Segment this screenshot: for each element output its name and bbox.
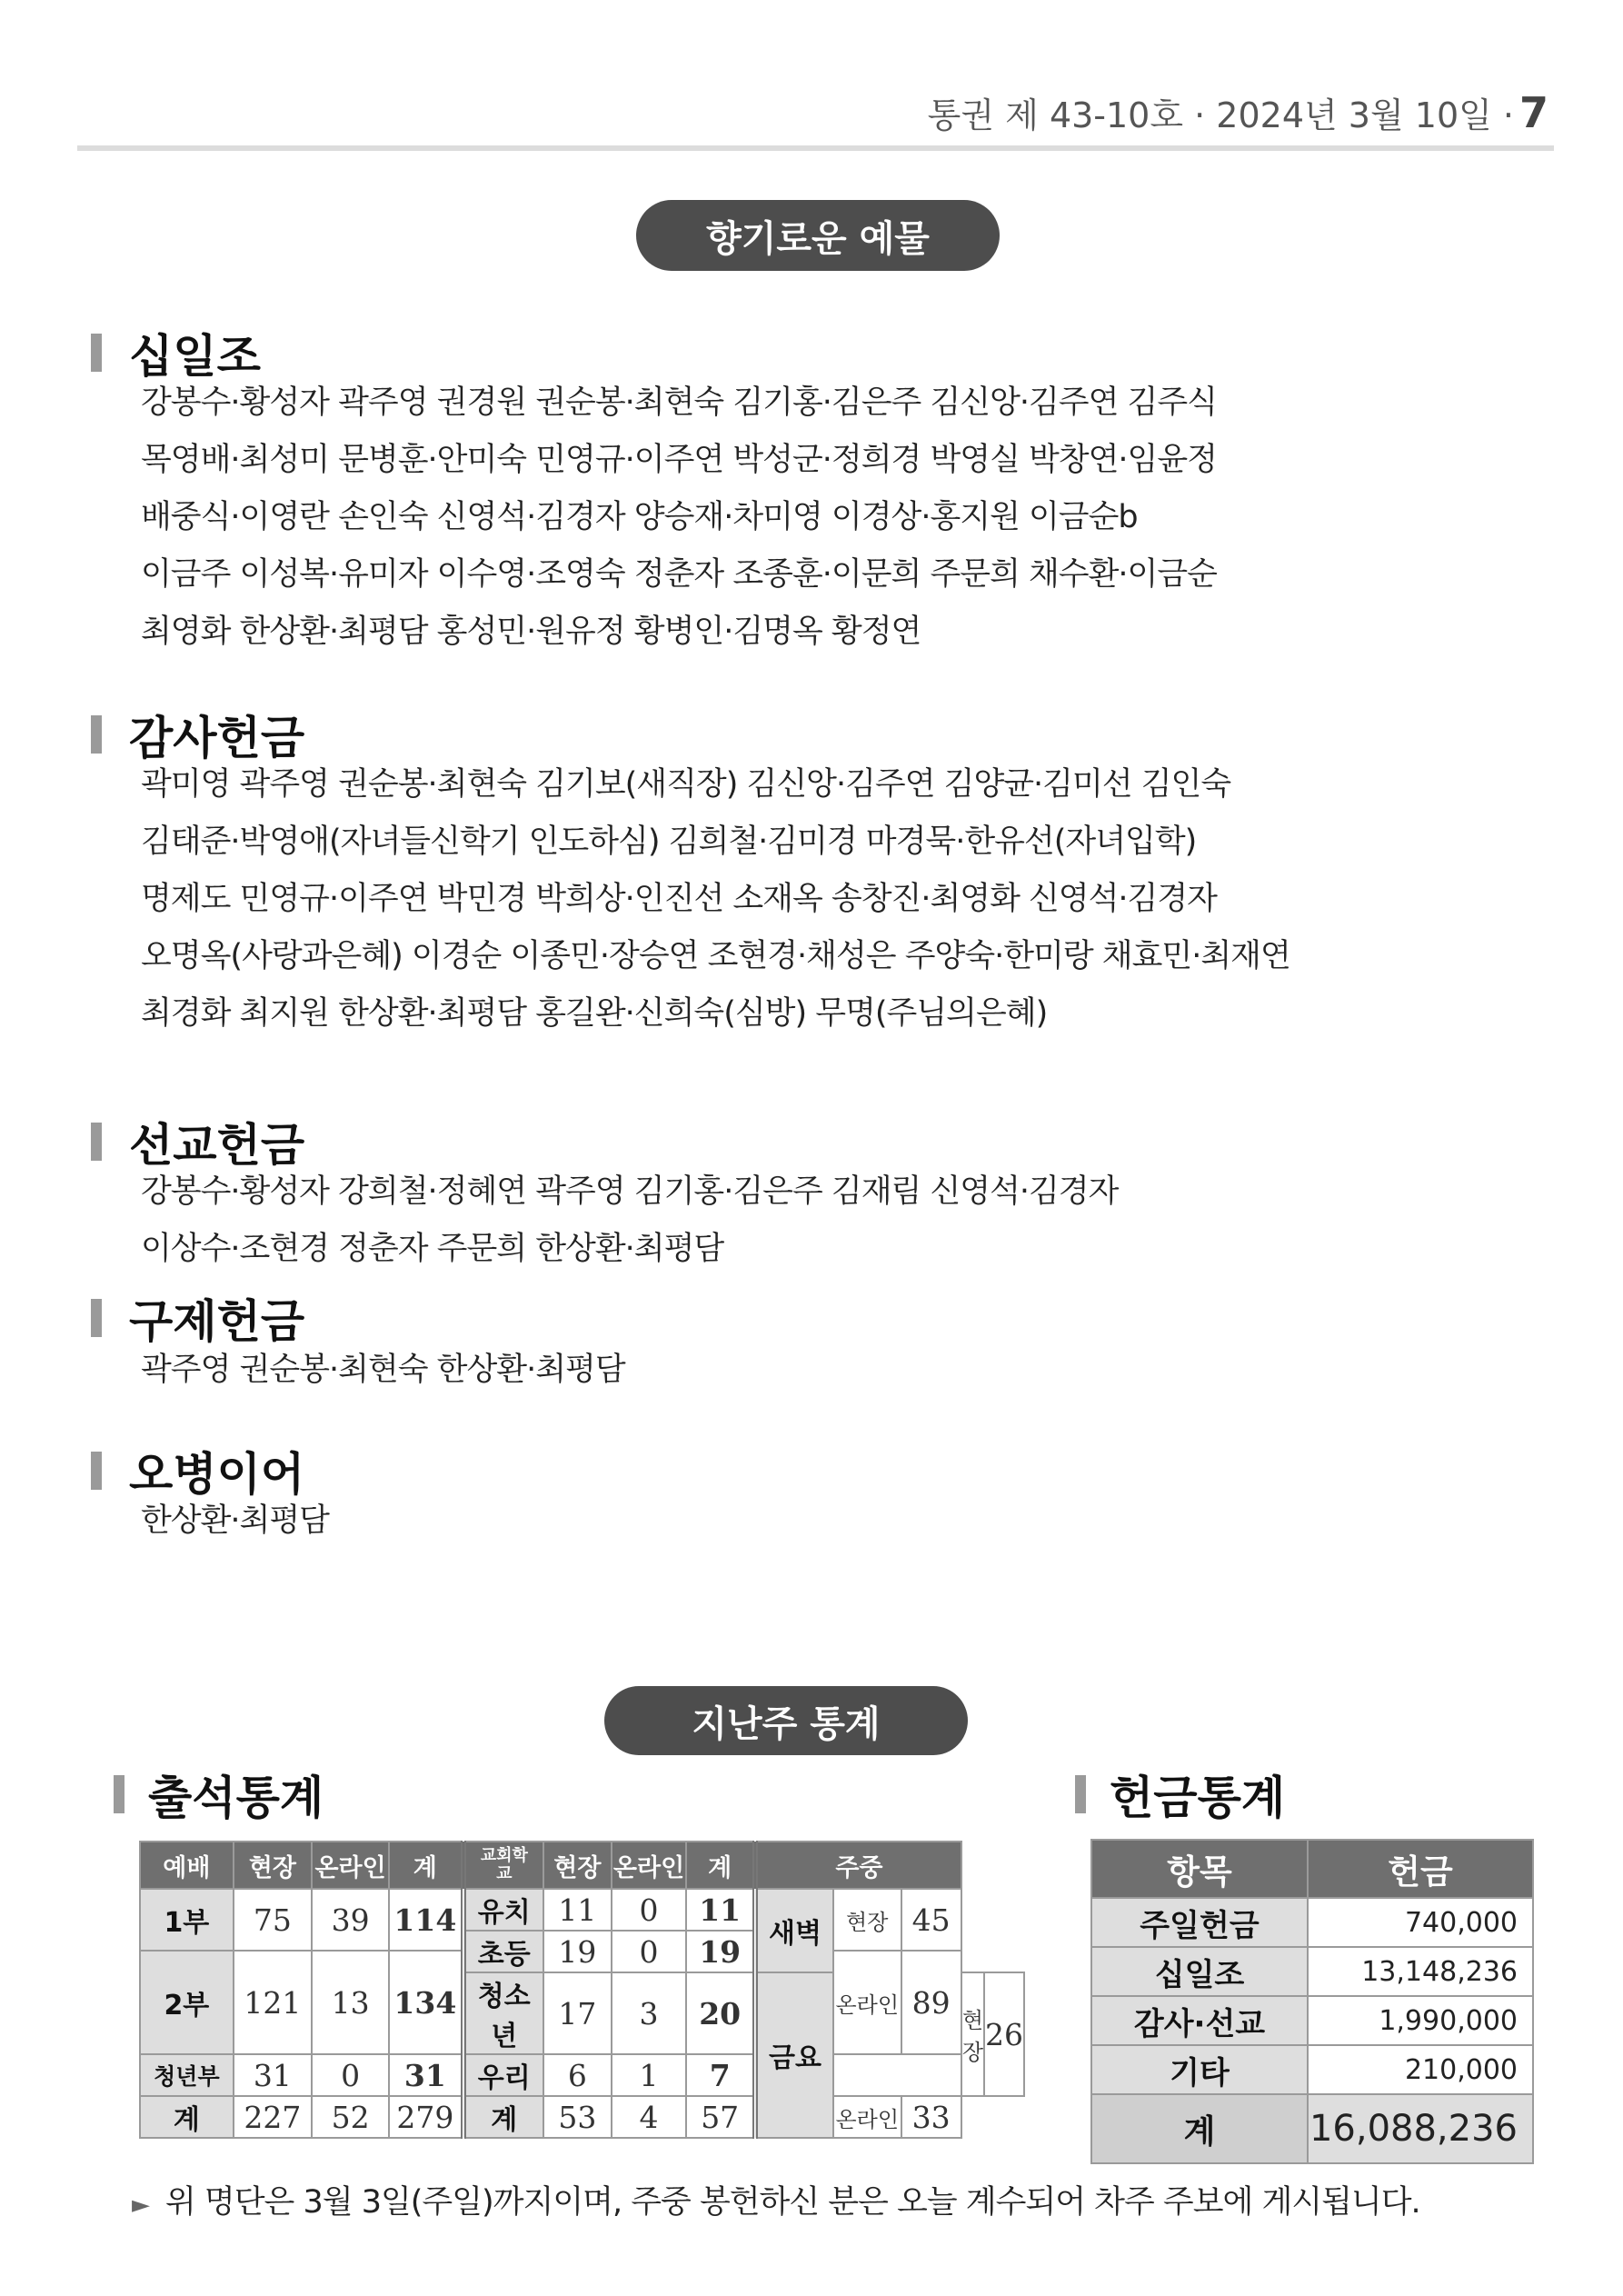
col-header: 주중	[755, 1842, 961, 1889]
header-divider	[77, 145, 1554, 151]
name-line: 최경화 최지원 한상환·최평담 홍길완·신희숙(심방) 무명(주님의은혜)	[141, 995, 1048, 1032]
cell: 16,088,236	[1308, 2094, 1533, 2163]
cell: 19	[543, 1931, 612, 1972]
name-line: 이금주 이성복·유미자 이수영·조영숙 정춘자 조종훈·이문희 주문희 채수환·이금순	[141, 556, 1217, 593]
row-label: 계	[463, 2096, 543, 2138]
cell: 53	[543, 2096, 612, 2138]
thanksgiving-name-list	[141, 756, 1290, 1043]
table-row	[1091, 2045, 1533, 2094]
name-line: 명제도 민영규·이주연 박민경 박희상·인진선 소재옥 송창진·최영화 신영석·김경자	[141, 881, 1217, 917]
attendance-header-row	[140, 1842, 1024, 1889]
cell: 89	[901, 1951, 961, 2054]
col-header: 계	[389, 1842, 463, 1889]
row-label: 계	[1091, 2094, 1308, 2163]
row-label: 1부	[140, 1889, 234, 1951]
cell: 57	[686, 2096, 755, 2138]
cash-header-row	[1091, 1840, 1533, 1898]
cell: 20	[686, 1972, 755, 2054]
cell: 17	[543, 1972, 612, 2054]
stats-title: 지난주 통계	[692, 1702, 881, 1745]
cell: 온라인	[833, 2096, 901, 2138]
cell: 39	[312, 1889, 389, 1951]
cell: 114	[389, 1889, 463, 1951]
row-label: 주일헌금	[1091, 1898, 1308, 1947]
table-row	[1091, 1996, 1533, 2045]
section-marker	[114, 1775, 124, 1813]
cell: 3	[612, 1972, 687, 2054]
row-label: 초등	[463, 1931, 543, 1972]
cell: 52	[312, 2096, 389, 2138]
table-row	[1091, 1947, 1533, 1996]
tithe-name-list	[141, 374, 1217, 661]
issue-text: 통권 제 43-10호 · 2024년 3월 10일 ·	[927, 95, 1514, 135]
issue-header	[928, 87, 1548, 137]
row-label: 유치	[463, 1889, 543, 1931]
attendance-heading	[114, 1762, 324, 1827]
cash-table	[1090, 1839, 1534, 2164]
stats-title-pill	[604, 1686, 968, 1755]
section-title: 감사헌금	[129, 712, 305, 764]
cell: 11	[543, 1889, 612, 1931]
row-label: 2부	[140, 1951, 234, 2054]
table-row	[140, 1889, 1024, 1931]
cell: 현장	[961, 1972, 984, 2096]
name-line: 오명옥(사랑과은혜) 이경순 이종민·장승연 조현경·채성은 주양숙·한미랑 채효민·최재연	[141, 938, 1290, 974]
name-line: 곽미영 곽주영 권순봉·최현숙 김기보(새직장) 김신앙·김주연 김양균·김미선 김인숙	[141, 766, 1231, 803]
cell: 0	[612, 1889, 687, 1931]
cell: 45	[901, 1889, 961, 1951]
attendance-title: 출석통계	[148, 1772, 324, 1824]
cell: 134	[389, 1951, 463, 2054]
triangle-bullet-icon: ►	[132, 2191, 149, 2219]
name-line: 이상수·조현경 정춘자 주문희 한상환·최평담	[141, 1231, 724, 1267]
table-row	[1091, 1898, 1533, 1947]
mission-name-list	[141, 1163, 1118, 1278]
col-header: 현장	[543, 1842, 612, 1889]
row-label: 십일조	[1091, 1947, 1308, 1996]
cell: 210,000	[1308, 2045, 1533, 2094]
col-header: 예배	[140, 1842, 234, 1889]
row-label: 감사·선교	[1091, 1996, 1308, 2045]
col-header: 계	[686, 1842, 755, 1889]
cell: 740,000	[1308, 1898, 1533, 1947]
row-label: 금요	[755, 1972, 833, 2138]
cell: 1	[612, 2054, 687, 2096]
table-row	[140, 2054, 1024, 2096]
col-header: 교회학교	[463, 1842, 543, 1889]
section-title: 오병이어	[129, 1448, 305, 1501]
name-line: 김태준·박영애(자녀들신학기 인도하심) 김희철·김미경 마경묵·한유선(자녀입학)	[141, 824, 1197, 860]
cell: 279	[389, 2096, 463, 2138]
cell: 7	[686, 2054, 755, 2096]
cell: 13,148,236	[1308, 1947, 1533, 1996]
cell: 현장	[833, 1889, 901, 1951]
cell: 11	[686, 1889, 755, 1931]
cell: 4	[612, 2096, 687, 2138]
offerings-title: 향기로운 예물	[706, 217, 930, 260]
section-marker	[91, 1452, 102, 1490]
section-marker	[1075, 1775, 1086, 1813]
section-title: 구제헌금	[129, 1295, 305, 1348]
col-header: 온라인	[612, 1842, 687, 1889]
section-marker	[91, 715, 102, 754]
cell: 0	[312, 2054, 389, 2096]
five-loaves-name-list	[141, 1492, 329, 1550]
name-line: 한상환·최평담	[141, 1502, 329, 1539]
page-number: 7	[1518, 88, 1548, 137]
cell: 온라인	[833, 1951, 901, 2054]
name-line: 강봉수·황성자 곽주영 권경원 권순봉·최현숙 김기홍·김은주 김신앙·김주연 김주식	[141, 384, 1217, 421]
cell: 6	[543, 2054, 612, 2096]
row-label: 청년부	[140, 2054, 234, 2096]
offerings-title-pill	[636, 200, 1000, 271]
name-line: 배중식·이영란 손인숙 신영석·김경자 양승재·차미영 이경상·홍지원 이금순b	[141, 499, 1138, 535]
row-label: 새벽	[755, 1889, 833, 1972]
name-line: 최영화 한상환·최평담 홍성민·원유정 황병인·김명옥 황정연	[141, 614, 921, 650]
row-label: 기타	[1091, 2045, 1308, 2094]
col-header: 온라인	[312, 1842, 389, 1889]
cell: 0	[612, 1931, 687, 1972]
total-row	[1091, 2094, 1533, 2163]
cell: 75	[234, 1889, 312, 1951]
col-header: 항목	[1091, 1840, 1308, 1898]
relief-name-list	[141, 1342, 625, 1399]
cell: 33	[901, 2096, 961, 2138]
name-line: 강봉수·황성자 강희철·정혜연 곽주영 김기홍·김은주 김재림 신영석·김경자	[141, 1173, 1119, 1210]
row-label: 계	[140, 2096, 234, 2138]
section-title: 선교헌금	[129, 1119, 305, 1172]
row-label: 우리	[463, 2054, 543, 2096]
cell: 31	[389, 2054, 463, 2096]
cell: 19	[686, 1931, 755, 1972]
col-header: 현장	[234, 1842, 312, 1889]
footnote-text: 위 명단은 3월 3일(주일)까지이며, 주중 봉헌하신 분은 오늘 계수되어 차주 주보에 게시됩니다.	[165, 2184, 1420, 2221]
cell: 13	[312, 1951, 389, 2054]
row-label: 청소년	[463, 1972, 543, 2054]
cash-heading	[1075, 1762, 1285, 1827]
section-marker	[91, 1123, 102, 1161]
name-line: 곽주영 권순봉·최현숙 한상환·최평담	[141, 1352, 625, 1388]
cell: 26	[984, 1972, 1024, 2096]
cell: 227	[234, 2096, 312, 2138]
name-line: 목영배·최성미 문병훈·안미숙 민영규·이주연 박성군·정희경 박영실 박창연·임윤정	[141, 442, 1217, 478]
section-marker	[91, 334, 102, 372]
cell: 1,990,000	[1308, 1996, 1533, 2045]
col-header: 헌금	[1308, 1840, 1533, 1898]
cell: 121	[234, 1951, 312, 2054]
attendance-table	[139, 1841, 1025, 2139]
table-row	[140, 2096, 1024, 2138]
footnote	[132, 2177, 1420, 2222]
cell: 31	[234, 2054, 312, 2096]
section-title: 십일조	[129, 330, 261, 383]
cash-title: 헌금통계	[1110, 1772, 1286, 1824]
section-marker	[91, 1299, 102, 1337]
